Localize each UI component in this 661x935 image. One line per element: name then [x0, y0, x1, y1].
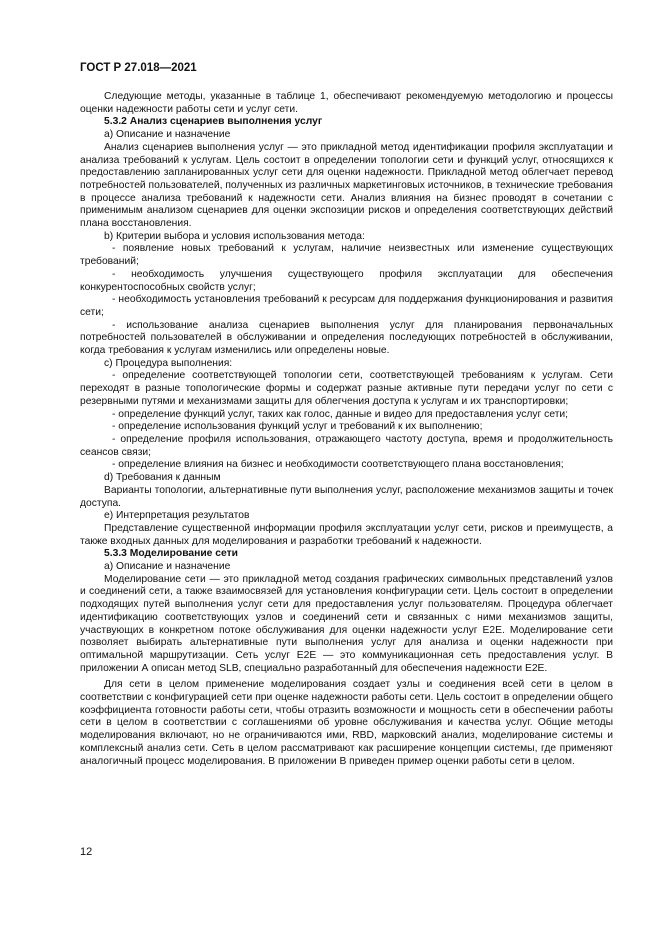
page-header: ГОСТ Р 27.018—2021: [80, 62, 197, 74]
paragraph: d) Требования к данным: [104, 472, 221, 484]
paragraph: - определение использования функций услуг и требований к их выполнению;: [112, 421, 483, 433]
paragraph: e) Интерпретация результатов: [104, 510, 250, 522]
paragraph: - необходимость установления требований к ресурсам для поддержания функционирования и развития сети;: [80, 294, 613, 318]
paragraph: b) Критерии выбора и условия использования метода:: [104, 230, 365, 242]
paragraph: Анализ сценариев выполнения услуг — это прикладной метод идентификации профиля эксплуатации и анализа требований к услугам. Цель состоит в определении топологии сети и функций услуг, относящихся к предоставлению запланированных услуг сети для оценки надежности. Прикладной метод облегчает перевод потребностей пользователей, полученных из различных маркетинговых источников, в технические требования в процессе анализа требований к надежности сети. Анализ влияния на бизнес проводят в сочетании с применимым анализом сценариев для оценки экспозиции рисков и определения соответствующих действий плана восстановления.: [80, 141, 614, 230]
section-heading: 5.3.2 Анализ сценариев выполнения услуг: [104, 116, 323, 128]
paragraph: - определение влияния на бизнес и необходимости соответствующего плана восстановления;: [112, 459, 564, 471]
paragraph: - определение профиля использования, отражающего частоту доступа, время и продолжительность сеансов связи;: [80, 433, 613, 458]
paragraph: Варианты топологии, альтернативные пути выполнения услуг, расположение механизмов защиты и точек доступа.: [80, 484, 613, 509]
paragraph: - определение функций услуг, таких как голос, данные и видео для предоставления услуг сети;: [112, 408, 569, 420]
paragraph: a) Описание и назначение: [104, 561, 231, 573]
paragraph: - определение соответствующей топологии сети, соответствующей требованиям к услугам. Сети переходят в разные топологические формы и содержат разные активные пути передачи услуг по сети с резервными путями и механизмами защиты для облегчения доступа к услугам и их транспортировки;: [80, 370, 613, 407]
document-body: [80, 91, 613, 768]
section-heading: 5.3.3 Моделирование сети: [104, 548, 238, 560]
paragraph: - появление новых требований к услугам, наличие неизвестных или изменение существующих требований;: [80, 243, 613, 268]
paragraph: Представление существенной информации профиля эксплуатации услуг сети, рисков и преимуществ, а также входных данных для моделирования и разработки требований к надежности.: [80, 522, 613, 547]
paragraph: Следующие методы, указанные в таблице 1, обеспечивают рекомендуемую методологию и процессы оценки надежности работы сети и услуг сети.: [80, 91, 613, 115]
paragraph: Для сети в целом применение моделирования создает узлы и соединения всей сети в целом в соответствии с конфигурацией сети при оценке надежности работы сети. Цель состоит в определении общего коэффициента готовности работы сети, чтобы отразить возможности и мощность сети в обеспечении работы сети в целом в соответствии с соглашениями об уровне обслуживания и качества услуг. Общие методы моделирования включают, но не ограничиваются ими, RBD, марковский анализ, моделирование системы и комплексный анализ сети. Сеть в целом рассматривают как расширение концепции системы, где применяют аналогичный процесс моделирования. В приложении В приведен пример оценки работы сети в целом.: [80, 679, 613, 767]
paragraph: c) Процедура выполнения:: [104, 357, 233, 369]
paragraph: - необходимость улучшения существующего профиля эксплуатации для обеспечения конкурентоспособных свойств услуг;: [80, 268, 613, 293]
paragraph: - использование анализа сценариев выполнения услуг для планирования первоначальных потребностей пользователей в обслуживании и определения последующих потребностей в обслуживании, когда требования к услугам изменились или определены новые.: [80, 319, 613, 357]
page-number: 12: [80, 846, 93, 858]
paragraph: a) Описание и назначение: [104, 129, 231, 141]
paragraph: Моделирование сети — это прикладной метод создания графических символьных представлений узлов и соединений сети, а также взаимосвязей для установления конфигурации сети. Цель состоит в определении подходящих путей выполнения услуг сети для предоставления услуг пользователям. Процедура облегчает идентификацию соответствующих узлов и соединений сети и связанных с ними механизмов защиты, участвующих в конкретном потоке обслуживания для оценки надежности услуг E2E. Моделирование сети позволяет выбирать альтернативные пути выполнения услуг для анализа и оценки надежности при оптимальной маршрутизации. Сеть услуг E2E — это коммуникационная сеть предоставления услуг. В приложении А описан метод SLB, специально разработанный для обеспечения надежности E2E.: [80, 573, 613, 674]
